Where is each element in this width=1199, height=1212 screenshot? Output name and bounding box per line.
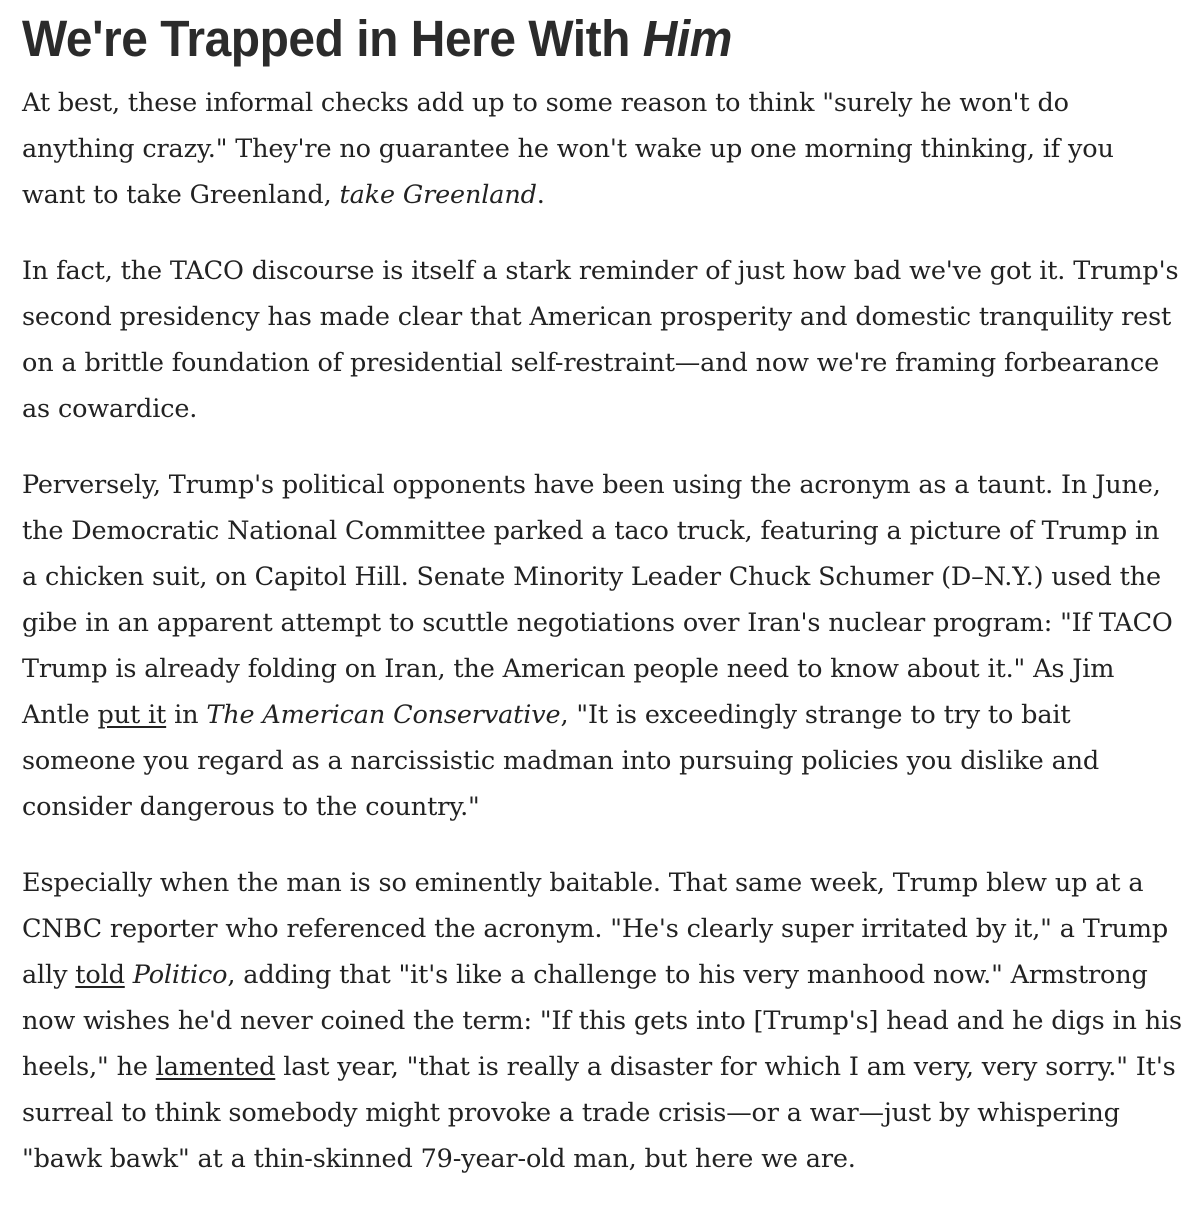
- publication-name-american-conservative: The American Conservative: [206, 700, 561, 730]
- told-link[interactable]: told: [75, 960, 125, 990]
- publication-name-politico: Politico: [132, 960, 228, 990]
- paragraph-4: [22, 860, 1182, 1182]
- paragraph-4-space: [125, 960, 133, 990]
- paragraph-4-text-mid: , adding that "it's like a challenge to his very manhood now." Armstrong now wishes he'd never coined the term: "If this gets into [Trump's] head and he digs in his heels," he: [22, 960, 1182, 1082]
- paragraph-3-text-mid: in: [166, 700, 207, 730]
- paragraph-3-text: Perversely, Trump's political opponents have been using the acronym as a taunt. In June, the Democratic National Committee parked a taco truck, featuring a picture of Trump in a chicken suit, on Capitol Hill. Senate Minority Leader Chuck Schumer (D–N.Y.) used the gibe in an apparent attempt to scuttle negotiations over Iran's nuclear program: "If TACO Trump is already folding on Iran, the American people need to know about it." As Jim Antle: [22, 470, 1173, 730]
- paragraph-4-text: Especially when the man is so eminently baitable. That same week, Trump blew up at a CNBC reporter who referenced the acronym. "He's clearly super irritated by it," a Trump ally: [22, 868, 1169, 990]
- article: [22, 0, 1182, 1212]
- heading-emphasis: Him: [642, 10, 732, 67]
- paragraph-2-text: In fact, the TACO discourse is itself a stark reminder of just how bad we've got it. Trump's second presidency has made clear that American prosperity and domestic tranquility rest on a brittle foundation of presidential self-restraint—and now we're framing forbearance as cowardice.: [22, 256, 1179, 424]
- paragraph-1: [22, 80, 1182, 218]
- article-body: [22, 80, 1182, 1182]
- paragraph-2: [22, 248, 1182, 432]
- paragraph-3-text-end: , "It is exceedingly strange to try to bait someone you regard as a narcissistic madman into pursuing policies you dislike and consider dangerous to the country.": [22, 700, 1100, 822]
- paragraph-3: [22, 462, 1182, 830]
- lamented-link[interactable]: lamented: [155, 1052, 276, 1082]
- put-it-link[interactable]: put it: [97, 700, 167, 730]
- heading-text: We're Trapped in Here With: [22, 10, 643, 67]
- paragraph-4-text-end: last year, "that is really a disaster for which I am very, very sorry." It's surreal to think somebody might provoke a trade crisis—or a war—just by whispering "bawk bawk" at a thin-skinned 79-year-old man, but here we are.: [22, 1052, 1176, 1174]
- article-heading: [22, 10, 1112, 67]
- paragraph-1-emphasis: take Greenland: [339, 180, 537, 210]
- paragraph-1-text: At best, these informal checks add up to some reason to think "surely he won't do anything crazy." They're no guarantee he won't wake up one morning thinking, if you want to take Greenland,: [22, 88, 1114, 210]
- paragraph-1-text-end: .: [536, 180, 545, 210]
